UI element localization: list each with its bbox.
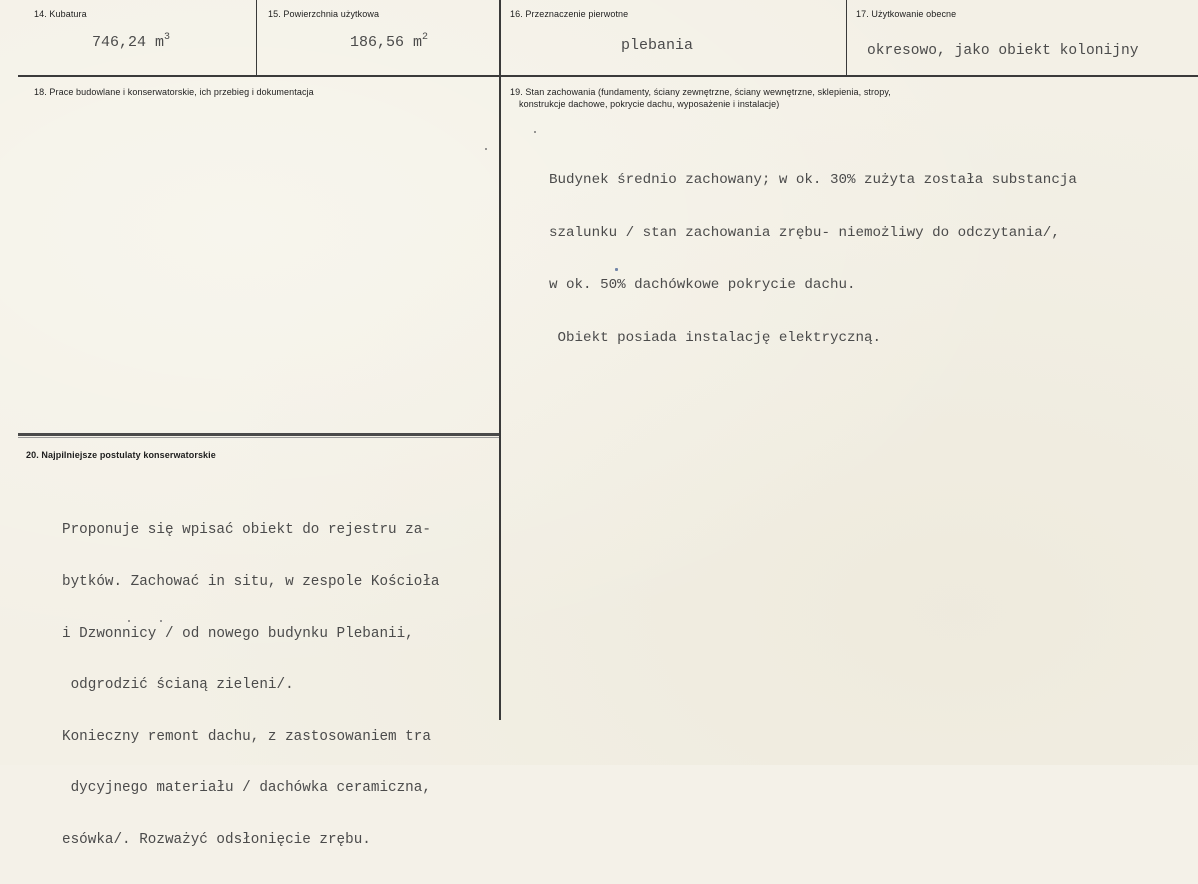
field-15-value: 186,56 $m^2$ (350, 32, 429, 51)
field-20-line: Proponuje się wpisać obiekt do rejestru za- (62, 522, 431, 539)
field-19-label-line1: 19. Stan zachowania (fundamenty, ściany zewnętrzne, ściany wewnętrzne, sklepienia, stropy, (510, 87, 891, 97)
field-17-value: okresowo, jako obiekt kolonijny (867, 43, 1139, 59)
divider-v-2 (499, 0, 501, 720)
field-19-line: szalunku / stan zachowania zrębu- niemożliwy do odczytania/, (549, 224, 1060, 241)
field-15-label: 15. Powierzchnia użytkowa (268, 9, 380, 19)
field-19-text (549, 137, 1077, 382)
field-19-line: w ok. 50% dachówkowe pokrycie dachu. (549, 277, 856, 293)
field-20-line: Konieczny remont dachu, z zastosowaniem tra (62, 728, 431, 745)
paper-speck (615, 268, 618, 271)
field-20-text (62, 488, 440, 884)
paper-speck (128, 620, 130, 622)
divider-v-1 (256, 0, 257, 76)
field-20-label: 20. Najpilniejsze postulaty konserwatorskie (26, 450, 216, 460)
field-20-line: odgrodzić ścianą zieleni/. (62, 677, 294, 694)
field-19-line: Obiekt posiada instalację elektryczną. (549, 329, 882, 346)
field-20-line: dycyjnego materiału / dachówka ceramiczna, (62, 780, 431, 797)
field-19-label-line2: konstrukcje dachowe, pokrycie dachu, wyposażenie i instalacje) (519, 99, 780, 109)
divider-v-3 (846, 0, 847, 76)
field-20-line: bytków. Zachować in situ, w zespole Kościoła (62, 574, 440, 591)
field-17-label: 17. Użytkowanie obecne (856, 9, 957, 19)
divider-section-20 (18, 433, 499, 436)
field-20-line: i Dzwonnicy / od nowego budynku Plebanii, (62, 625, 414, 642)
paper-speck (160, 620, 162, 622)
field-16-label: 16. Przeznaczenie pierwotne (510, 9, 629, 19)
field-19-line: Budynek średnio zachowany; w ok. 30% zużyta została substancja (549, 172, 1077, 188)
divider-section-20-shadow (18, 437, 499, 438)
field-16-value: plebania (621, 37, 694, 54)
field-14-value: 746,24 $m^3$ (92, 32, 171, 51)
field-18-label: 18. Prace budowlane i konserwatorskie, ich przebieg i dokumentacja (34, 87, 314, 97)
paper-speck (485, 148, 487, 150)
field-14-label: 14. Kubatura (34, 9, 87, 19)
paper-speck (534, 131, 536, 133)
divider-top-bottom (18, 75, 1198, 77)
field-20-line: esówka/. Rozważyć odsłonięcie zrębu. (62, 832, 371, 849)
